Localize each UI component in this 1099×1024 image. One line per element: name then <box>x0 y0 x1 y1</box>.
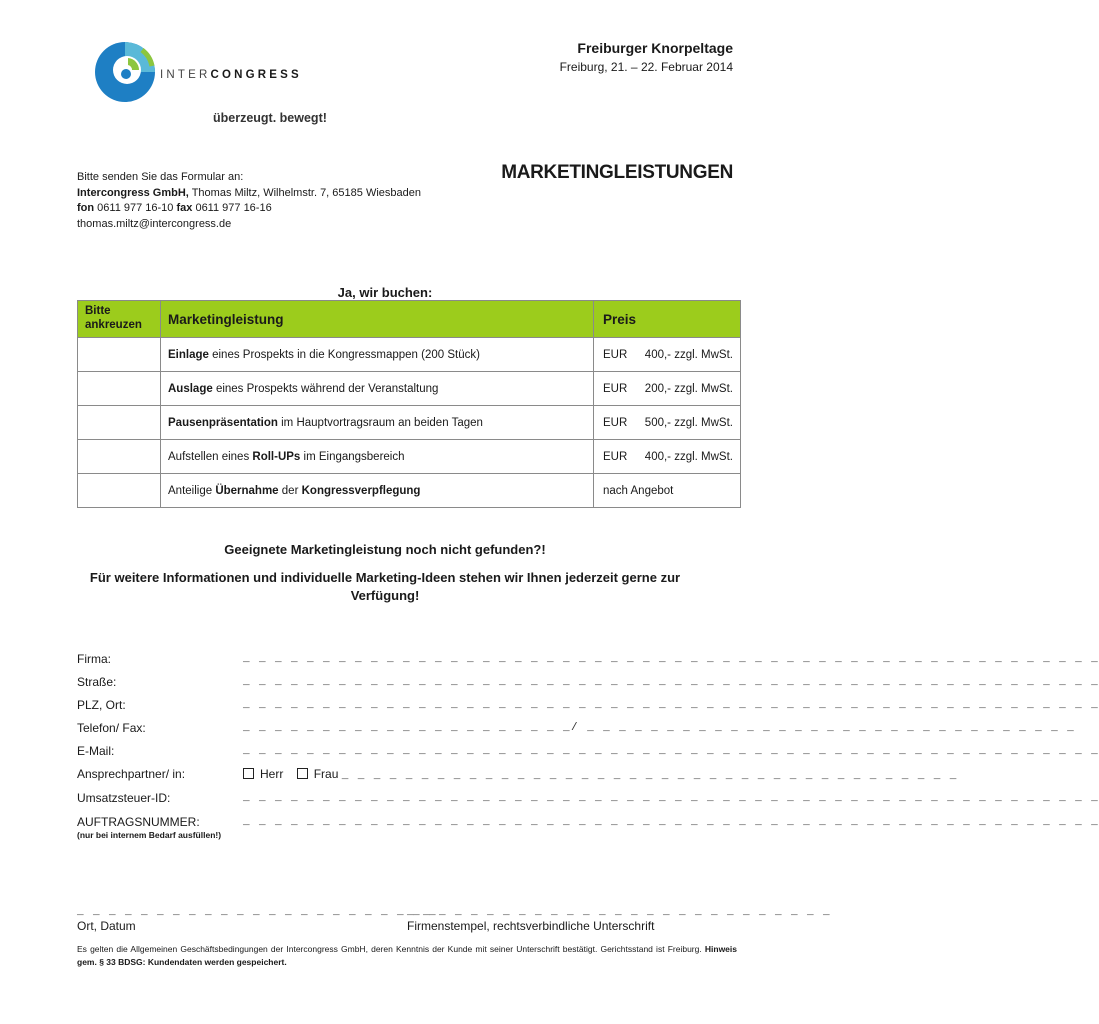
ust-label: Umsatzsteuer-ID: <box>77 791 171 805</box>
herr-label: Herr <box>260 767 284 781</box>
row-checkbox-cell[interactable] <box>78 338 161 372</box>
fax-number: 0611 977 16-16 <box>192 202 272 214</box>
service-cell: Pausenpräsentation im Hauptvortragsraum an beiden Tagen <box>161 406 594 440</box>
service-cell: Auslage eines Prospekts während der Veranstaltung <box>161 372 594 406</box>
privacy-notice: Hinweis gem. § 33 BDSG: Kundendaten werden gespeichert. <box>77 944 737 967</box>
strasse-label: Straße: <box>77 675 117 689</box>
price-cell: EUR 200,- zzgl. MwSt. <box>594 372 741 406</box>
slogan: überzeugt. bewegt! <box>213 111 327 125</box>
row-checkbox-cell[interactable] <box>78 474 161 508</box>
intercongress-logo-icon <box>92 36 162 106</box>
strasse-field[interactable]: _ _ _ _ _ _ _ _ _ _ _ _ _ _ _ _ _ _ _ _ _ _ _ _ _ _ _ _ _ _ _ _ _ _ _ _ _ _ _ _ _ _ _ _ _ _ _ _ _ _ _ _ _ _ <box>243 676 1099 688</box>
auftrag-note: (nur bei internem Bedarf ausfüllen!) <box>77 830 222 840</box>
row-checkbox-cell[interactable] <box>78 372 161 406</box>
terms-text: Es gelten die Allgemeinen Geschäftsbedingungen der Intercongress GmbH, deren Kenntnis der Kunde mit seiner Unterschrift bestätigt. Gerichtsstand ist Freiburg. <box>77 944 705 954</box>
firma-label: Firma: <box>77 652 111 666</box>
salutation-group <box>243 767 958 782</box>
fon-number: 0611 977 16-10 <box>94 202 177 214</box>
table-row <box>78 338 741 372</box>
auftrag-field[interactable]: _ _ _ _ _ _ _ _ _ _ _ _ _ _ _ _ _ _ _ _ _ _ _ _ _ _ _ _ _ _ _ _ _ _ _ _ _ _ _ _ _ _ _ _ _ _ _ _ _ _ _ _ _ _ <box>243 816 1099 828</box>
table-row <box>78 474 741 508</box>
price-cell: nach Angebot <box>594 474 741 508</box>
price-cell: EUR 400,- zzgl. MwSt. <box>594 338 741 372</box>
service-cell: Aufstellen eines Roll-UPs im Eingangsbereich <box>161 440 594 474</box>
firma-field[interactable]: _ _ _ _ _ _ _ _ _ _ _ _ _ _ _ _ _ _ _ _ _ _ _ _ _ _ _ _ _ _ _ _ _ _ _ _ _ _ _ _ _ _ _ _ _ _ _ _ _ _ _ _ _ _ <box>243 653 1099 665</box>
event-title: Freiburger Knorpeltage <box>577 40 733 56</box>
row-checkbox-cell[interactable] <box>78 406 161 440</box>
table-row <box>78 440 741 474</box>
table-row <box>78 372 741 406</box>
email-field[interactable]: _ _ _ _ _ _ _ _ _ _ _ _ _ _ _ _ _ _ _ _ _ _ _ _ _ _ _ _ _ _ _ _ _ _ _ _ _ _ _ _ _ _ _ _ _ _ _ _ _ _ _ _ _ _ <box>243 745 1099 757</box>
herr-checkbox[interactable] <box>243 768 254 779</box>
plz-field[interactable]: _ _ _ _ _ _ _ _ _ _ _ _ _ _ _ _ _ _ _ _ _ _ _ _ _ _ _ _ _ _ _ _ _ _ _ _ _ _ _ _ _ _ _ _ _ _ _ _ _ _ _ _ _ _ <box>243 699 1099 711</box>
col-price-header: Preis <box>594 301 741 338</box>
services-table <box>77 300 741 508</box>
service-cell: Einlage eines Prospekts in die Kongressmappen (200 Stück) <box>161 338 594 372</box>
ust-field[interactable]: _ _ _ _ _ _ _ _ _ _ _ _ _ _ _ _ _ _ _ _ _ _ _ _ _ _ _ _ _ _ _ _ _ _ _ _ _ _ _ _ _ _ _ _ _ _ _ _ _ _ _ _ _ _ <box>243 792 1099 804</box>
frau-checkbox[interactable] <box>297 768 308 779</box>
telefon-label: Telefon/ Fax: <box>77 721 146 735</box>
address-company: Intercongress GmbH, <box>77 186 189 199</box>
brand-name: INTERCONGRESS <box>160 69 302 81</box>
row-checkbox-cell[interactable] <box>78 440 161 474</box>
sender-address <box>77 170 421 232</box>
table-header-row <box>78 301 741 338</box>
ort-datum-label: Ort, Datum <box>77 919 136 933</box>
fax-label: fax <box>176 202 193 214</box>
plz-label: PLZ, Ort: <box>77 698 126 712</box>
booking-heading: Ja, wir buchen: <box>337 285 433 300</box>
service-cell: Anteilige Übernahme der Kongressverpflegung <box>161 474 594 508</box>
signature-field[interactable]: _ _ _ _ _ _ _ _ _ _ _ _ _ _ _ _ _ _ _ _ _ _ _ _ _ _ _ <box>407 906 832 918</box>
event-date: Freiburg, 21. – 22. Februar 2014 <box>559 60 733 74</box>
document-heading: MARKETINGLEISTUNGEN <box>501 162 733 183</box>
not-found-heading: Geeignete Marketingleistung noch nicht gefunden?! <box>224 542 546 557</box>
price-cell: EUR 400,- zzgl. MwSt. <box>594 440 741 474</box>
address-intro: Bitte senden Sie das Formular an: <box>77 171 244 183</box>
signature-label: Firmenstempel, rechtsverbindliche Unterschrift <box>407 919 655 933</box>
more-info-text: Für weitere Informationen und individuelle Marketing-Ideen stehen wir Ihnen jederzeit gerne zur Verfügung! <box>89 570 681 603</box>
terms-footer <box>77 943 737 969</box>
phone-fax-separator: / <box>571 722 580 734</box>
col-check-header: Bitte ankreuzen <box>78 301 161 338</box>
telefon-field[interactable]: _ _ _ _ _ _ _ _ _ _ _ _ _ _ _ _ _ _ _ _ _/ _ _ _ _ _ _ _ _ _ _ _ _ _ _ _ _ _ _ _ _ _ _ _ _ _ _ _ _ _ _ _ <box>243 722 1076 734</box>
auftrag-label: AUFTRAGSNUMMER: <box>77 815 200 829</box>
ort-datum-field[interactable]: _ _ _ _ _ _ _ _ _ _ _ _ _ _ _ _ _ _ _ _ _ _ _ <box>77 906 438 918</box>
frau-label: Frau <box>313 767 339 781</box>
fon-label: fon <box>77 202 95 214</box>
address-street: Thomas Miltz, Wilhelmstr. 7, 65185 Wiesbaden <box>188 186 421 199</box>
ansprechpartner-field[interactable]: _ _ _ _ _ _ _ _ _ _ _ _ _ _ _ _ _ _ _ _ _ _ _ _ _ _ _ _ _ _ _ _ _ _ _ _ _ _ _ <box>341 770 958 782</box>
table-row <box>78 406 741 440</box>
price-cell: EUR 500,- zzgl. MwSt. <box>594 406 741 440</box>
email-label: E-Mail: <box>77 744 115 758</box>
ansprechpartner-label: Ansprechpartner/ in: <box>77 767 186 781</box>
address-email[interactable]: thomas.miltz@intercongress.de <box>77 217 232 230</box>
col-service-header: Marketingleistung <box>161 301 594 338</box>
